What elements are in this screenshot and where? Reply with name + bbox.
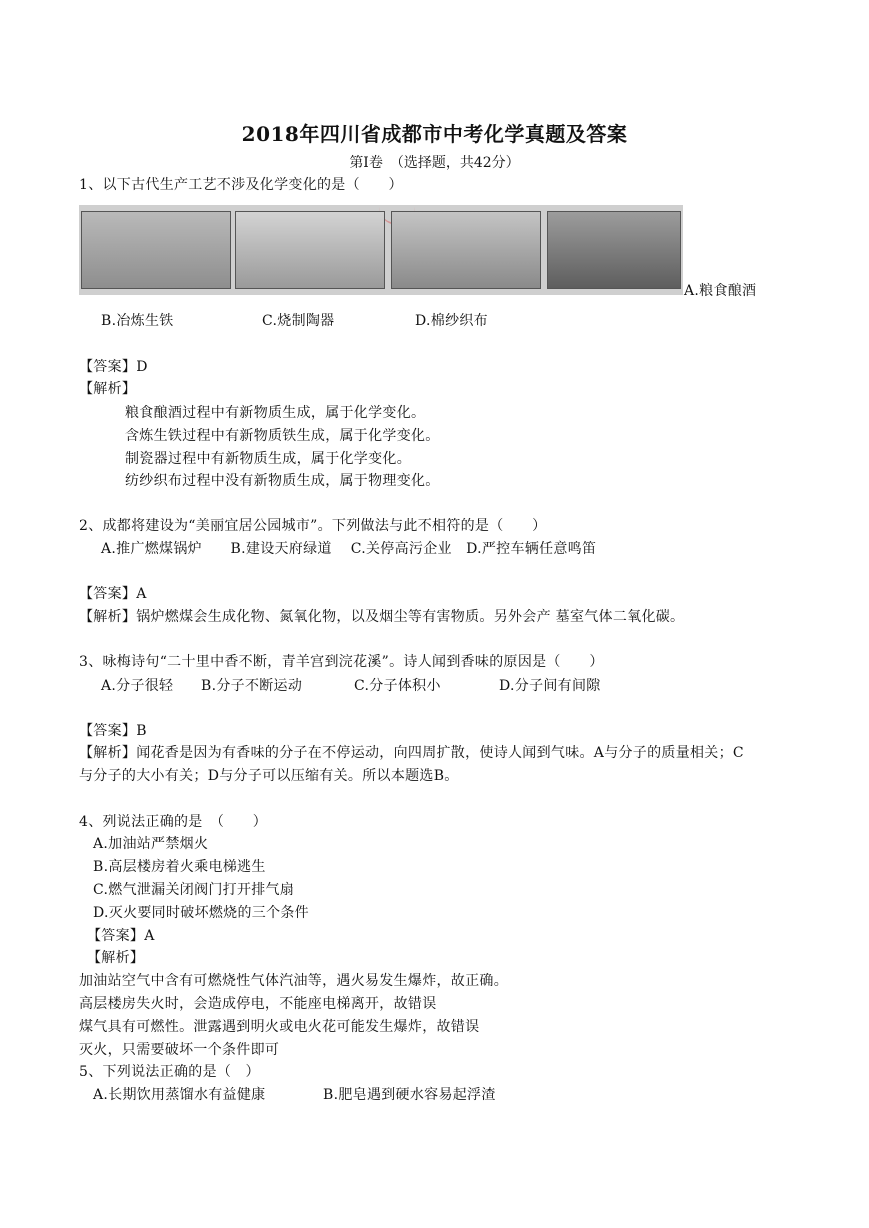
q1-analysis-line: 含炼生铁过程中有新物质铁生成，属于化学变化。 (125, 428, 440, 444)
q2-options: A.推广燃煤锅炉 B.建设天府绿道 C.关停高污企业 D.严控车辆任意鸣笛 (101, 541, 597, 557)
q2-stem: 2、成都将建设为“美丽宜居公园城市”。下列做法与此不相符的是（ ） (79, 518, 547, 534)
illustration-iron-smelting (235, 211, 385, 289)
q1-analysis-line: 粮食酿酒过程中有新物质生成，属于化学变化。 (125, 405, 426, 421)
q4-option: B.高层楼房着火乘电梯逃生 (93, 859, 266, 875)
q5-option-a: A.长期饮用蒸馏水有益健康 (93, 1087, 266, 1103)
q5-option-b: B.肥皂遇到硬水容易起浮渣 (323, 1087, 496, 1103)
q3-option-d: D.分子间有间隙 (499, 678, 601, 694)
q3-answer: 【答案】B (79, 723, 147, 739)
q1-stem: 1、以下古代生产工艺不涉及化学变化的是（ ） (79, 177, 403, 193)
q3-analysis-line: 与分子的大小有关；D与分子可以压缩有关。所以本题选B。 (79, 768, 459, 784)
q4-option: D.灭火要同时破坏燃烧的三个条件 (93, 905, 309, 921)
section-subtitle: 第Ⅰ卷 （选择题，共42分） (349, 155, 520, 171)
q1-analysis-line: 纺纱织布过程中没有新物质生成，属于物理变化。 (125, 473, 440, 489)
q4-analysis-line: 煤气具有可燃性。泄露遇到明火或电火花可能发生爆炸，故错误 (79, 1019, 480, 1035)
q3-option-b: B.分子不断运动 (201, 678, 303, 694)
q1-analysis-label: 【解析】 (79, 381, 137, 397)
q5-stem: 5、下列说法正确的是（ ） (79, 1064, 260, 1080)
q2-answer: 【答案】A (79, 586, 147, 602)
q2-analysis: 【解析】锅炉燃煤会生成化物、氮氧化物，以及烟尘等有害物质。另外会产 墓室气体二氧化碳。 (79, 609, 685, 625)
illustration-wine-making (81, 211, 231, 289)
q1-option-a: A.粮食酿酒 (684, 283, 757, 299)
q4-stem: 4、列说法正确的是 （ ） (79, 814, 268, 830)
q4-option: A.加油站严禁烟火 (93, 836, 209, 852)
q3-option-a: A.分子很轻 (101, 678, 174, 694)
q4-analysis-line: 加油站空气中含有可燃烧性气体汽油等，遇火易发生爆炸，故正确。 (79, 973, 508, 989)
q4-answer: 【答案】A (87, 928, 155, 944)
page-title: 2018年四川省成都市中考化学真题及答案 (241, 122, 628, 146)
q3-analysis-line: 【解析】闻花香是因为有香味的分子在不停运动，向四周扩散，使诗人闻到气味。A与分子的质量相关；C (79, 745, 744, 761)
illustration-cotton-weaving (547, 211, 681, 289)
q4-analysis-label: 【解析】 (87, 950, 145, 966)
q4-option: C.燃气泄漏关闭阀门打开排气扇 (93, 882, 295, 898)
q1-illustrations (79, 205, 683, 295)
q1-option-c: C.烧制陶器 (262, 313, 335, 329)
illustration-pottery-firing (391, 211, 541, 289)
q4-analysis-line: 灭火，只需要破坏一个条件即可 (79, 1042, 280, 1058)
q1-analysis-line: 制瓷器过程中有新物质生成，属于化学变化。 (125, 451, 411, 467)
q1-option-b: B.冶炼生铁 (101, 313, 174, 329)
q1-answer: 【答案】D (79, 359, 148, 375)
q3-stem: 3、咏梅诗句“二十里中香不断，青羊宫到浣花溪”。诗人闻到香味的原因是（ ） (79, 654, 604, 670)
q1-option-d: D.棉纱织布 (415, 313, 488, 329)
q4-analysis-line: 高层楼房失火时，会造成停电，不能座电梯离开，故错误 (79, 996, 437, 1012)
q3-option-c: C.分子体积小 (354, 678, 441, 694)
